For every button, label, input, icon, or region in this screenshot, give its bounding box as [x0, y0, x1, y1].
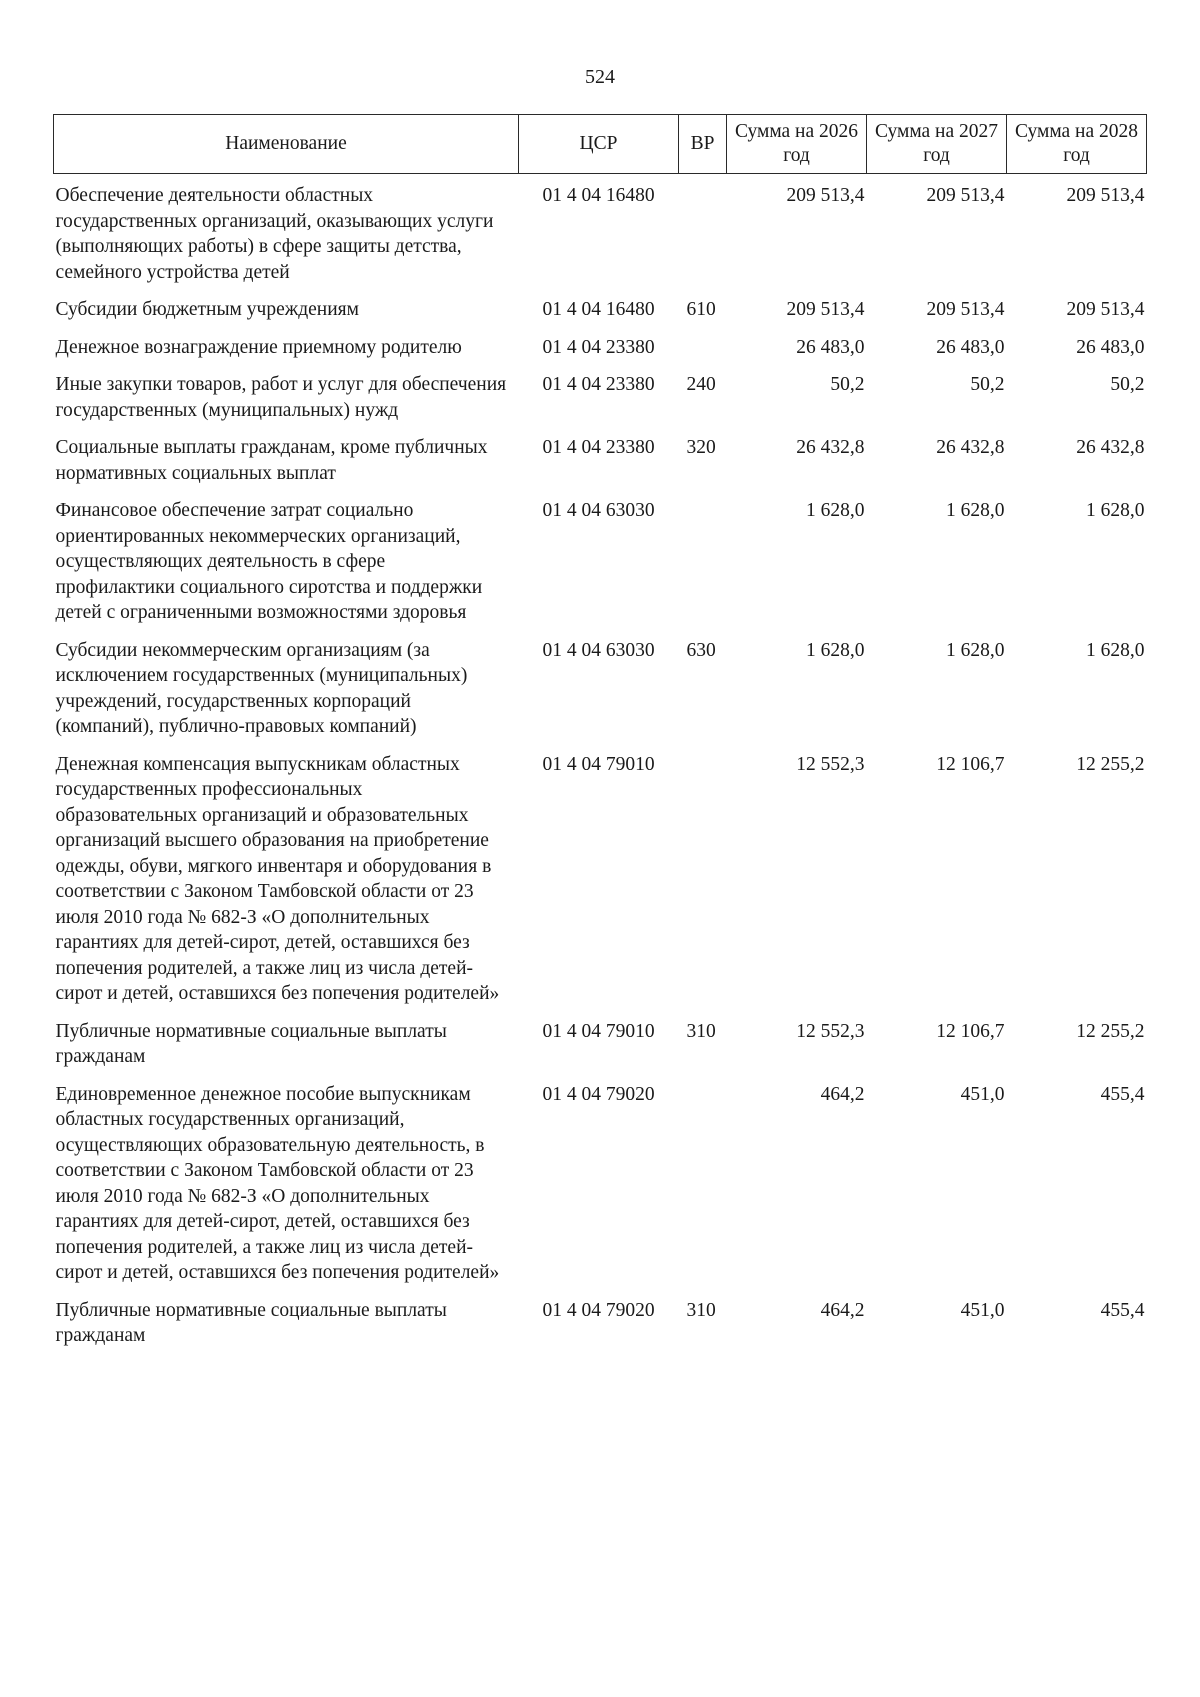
header-vr: ВР	[679, 115, 727, 174]
cell-sum-2027: 26 483,0	[936, 336, 1005, 358]
cell-vr: 630	[686, 639, 716, 661]
cell-sum-2026: 50,2	[830, 374, 865, 395]
cell-csr: 01 4 04 16480	[542, 185, 655, 206]
cell-name: Обеспечение деятельности областных государственных организаций, оказывающих услуги (выполняющих работы) в сфере защиты детства, семейного устройства детей	[55, 185, 494, 283]
cell-sum-2026: 1 628,0	[806, 500, 865, 521]
cell-sum-2027: 451,0	[960, 1083, 1005, 1105]
table-row	[54, 290, 1147, 328]
cell-name: Публичные нормативные социальные выплаты гражданам	[55, 1020, 447, 1067]
table-row	[54, 1291, 1147, 1354]
table-row	[54, 491, 1147, 631]
cell-sum-2027: 209 513,4	[926, 185, 1005, 206]
table-row	[54, 428, 1147, 491]
cell-sum-2027: 12 106,7	[936, 1020, 1005, 1042]
cell-vr: 310	[686, 1299, 716, 1321]
cell-sum-2027: 1 628,0	[946, 500, 1005, 521]
table-row	[54, 328, 1147, 366]
cell-csr: 01 4 04 79020	[542, 1083, 655, 1105]
cell-vr	[679, 491, 727, 631]
cell-sum-2028: 26 483,0	[1076, 336, 1145, 358]
cell-sum-2026: 26 483,0	[796, 336, 865, 358]
header-sum-2026: Сумма на 2026 год	[727, 115, 867, 174]
header-csr: ЦСР	[519, 115, 679, 174]
cell-sum-2027: 1 628,0	[946, 639, 1005, 661]
table-row	[54, 631, 1147, 745]
cell-sum-2027: 50,2	[970, 374, 1005, 395]
cell-sum-2026: 12 552,3	[796, 1020, 865, 1042]
cell-sum-2027: 26 432,8	[936, 437, 1005, 458]
header-name: Наименование	[54, 115, 519, 174]
cell-vr: 310	[686, 1020, 716, 1042]
page-number: 524	[585, 66, 615, 88]
cell-name: Субсидии бюджетным учреждениям	[55, 299, 359, 320]
cell-sum-2028: 209 513,4	[1066, 185, 1145, 206]
cell-sum-2026: 464,2	[820, 1083, 865, 1105]
cell-sum-2028: 50,2	[1110, 374, 1145, 395]
cell-sum-2028: 26 432,8	[1076, 437, 1145, 458]
cell-name: Социальные выплаты гражданам, кроме публичных нормативных социальных выплат	[55, 437, 488, 484]
cell-csr: 01 4 04 79010	[542, 753, 655, 775]
table-row	[54, 174, 1147, 291]
cell-sum-2028: 1 628,0	[1086, 500, 1145, 521]
cell-sum-2028: 209 513,4	[1066, 299, 1145, 320]
cell-sum-2028: 1 628,0	[1086, 639, 1145, 661]
cell-csr: 01 4 04 23380	[542, 374, 655, 395]
table-body	[54, 174, 1147, 1354]
cell-name: Денежная компенсация выпускникам областных государственных профессиональных образовательных организаций и образовательных организаций высшего образования на приобретение одежды, обуви, мягкого инвентаря и оборудования в соответствии с Законом Тамбовской области от 23 июля 2010 года № 682-З «О дополнительных гарантиях для детей-сирот, детей, оставшихся без попечения родителей, а также лиц из числа детей-сирот и детей, оставшихся без попечения родителей»	[55, 753, 500, 1004]
cell-sum-2027: 451,0	[960, 1299, 1005, 1321]
header-sum-2027: Сумма на 2027 год	[867, 115, 1007, 174]
cell-sum-2028: 455,4	[1100, 1083, 1145, 1105]
table-header	[54, 115, 1147, 174]
cell-csr: 01 4 04 23380	[542, 336, 655, 358]
cell-vr	[679, 745, 727, 1012]
cell-sum-2028: 455,4	[1100, 1299, 1145, 1321]
cell-sum-2028: 12 255,2	[1076, 753, 1145, 775]
cell-sum-2028: 12 255,2	[1076, 1020, 1145, 1042]
cell-vr: 320	[686, 437, 716, 458]
table-row	[54, 1012, 1147, 1075]
cell-vr	[679, 174, 727, 291]
cell-name: Финансовое обеспечение затрат социально ориентированных некоммерческих организаций, осуществляющих деятельность в сфере профилактики социального сиротства и поддержки детей с ограниченными возможностями здоровья	[55, 500, 483, 623]
cell-sum-2026: 26 432,8	[796, 437, 865, 458]
cell-vr	[679, 328, 727, 366]
cell-csr: 01 4 04 63030	[542, 639, 655, 661]
cell-csr: 01 4 04 79020	[542, 1299, 655, 1321]
cell-vr: 240	[686, 374, 716, 395]
cell-name: Субсидии некоммерческим организациям (за исключением государственных (муниципальных) учреждений, государственных корпораций (компаний), публично-правовых компаний)	[55, 639, 468, 737]
cell-sum-2026: 1 628,0	[806, 639, 865, 661]
cell-vr: 610	[686, 299, 716, 320]
cell-name: Публичные нормативные социальные выплаты гражданам	[55, 1299, 447, 1346]
cell-csr: 01 4 04 63030	[542, 500, 655, 521]
header-sum-2028: Сумма на 2028 год	[1007, 115, 1147, 174]
budget-table	[53, 114, 1147, 1354]
table-row	[54, 1075, 1147, 1291]
cell-sum-2026: 209 513,4	[786, 185, 865, 206]
cell-name: Иные закупки товаров, работ и услуг для обеспечения государственных (муниципальных) нужд	[55, 374, 507, 421]
cell-csr: 01 4 04 79010	[542, 1020, 655, 1042]
cell-vr	[679, 1075, 727, 1291]
table-row	[54, 365, 1147, 428]
cell-sum-2027: 12 106,7	[936, 753, 1005, 775]
cell-sum-2026: 12 552,3	[796, 753, 865, 775]
cell-sum-2027: 209 513,4	[926, 299, 1005, 320]
cell-sum-2026: 209 513,4	[786, 299, 865, 320]
cell-name: Денежное вознаграждение приемному родителю	[55, 336, 462, 358]
table-row	[54, 745, 1147, 1012]
cell-csr: 01 4 04 23380	[542, 437, 655, 458]
cell-csr: 01 4 04 16480	[542, 299, 655, 320]
cell-sum-2026: 464,2	[820, 1299, 865, 1321]
cell-name: Единовременное денежное пособие выпускникам областных государственных организаций, осуществляющих образовательную деятельность, в соответствии с Законом Тамбовской области от 23 июля 2010 года № 682-З «О дополнительных гарантиях для детей-сирот, детей, оставшихся без попечения родителей, а также лиц из числа детей-сирот и детей, оставшихся без попечения родителей»	[55, 1083, 500, 1283]
